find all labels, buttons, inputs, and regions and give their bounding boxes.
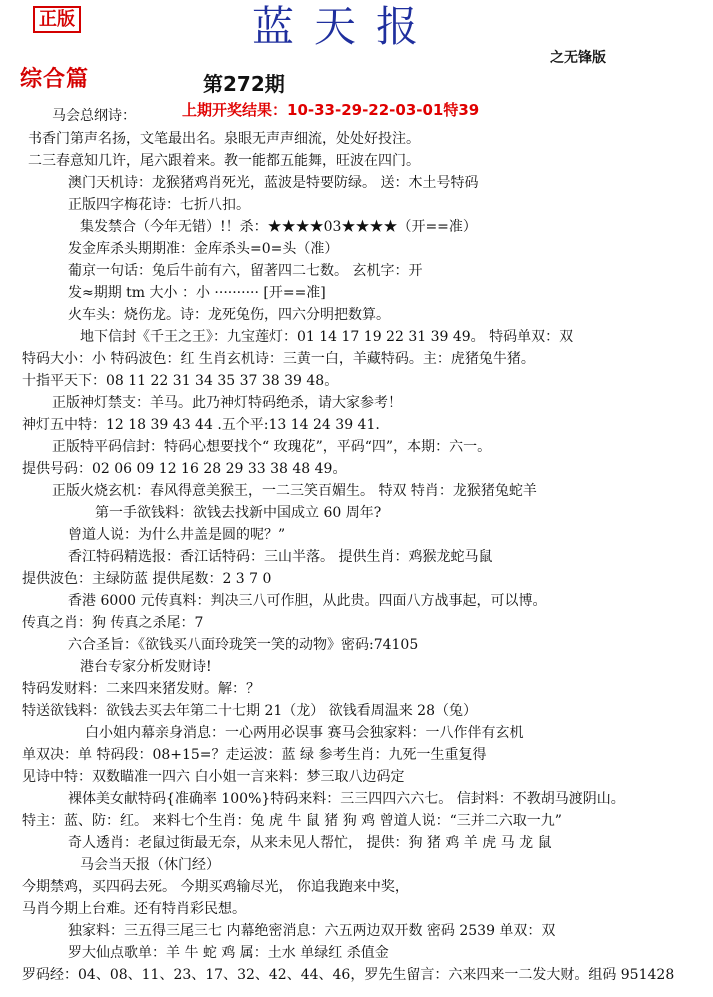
text-line: 裸体美女献特码{准确率 100%}特码来料：三三四四六六七。 信封料：不教胡马渡阴山。 <box>68 791 625 807</box>
text-line: 港台专家分析发财诗! <box>80 659 212 675</box>
text-line: 正版神灯禁支：羊马。此乃神灯特码绝杀，请大家参考！ <box>52 395 402 411</box>
text-line: 今期禁鸡，买四码去死。 今期买鸡输尽光， 你追我跑来中奖， <box>22 879 409 895</box>
text-line: 传真之肖：狗 传真之杀尾：7 <box>22 615 204 631</box>
issue-number: 第272期 <box>203 72 285 96</box>
text-line: 罗大仙点歌单：羊 牛 蛇 鸡 属：土水 单绿红 杀值金 <box>68 945 389 961</box>
edition-badge: 正版 <box>33 6 81 33</box>
text-line: 特码大小：小 特码波色：红 生肖玄机诗：三黄一白，羊藏特码。主：虎猪兔牛猪。 <box>22 351 535 367</box>
text-line: 罗码经：04、08、11、23、17、32、42、44、46，罗先生留言：六来四来一二发大财。组码 951428 <box>22 967 675 983</box>
text-line: 火车头：烧伤龙。诗：龙死兔伤，四六分明把数算。 <box>68 307 390 323</box>
text-line: 发≈期期 tm 大小 ：小 ·········· [开==准] <box>68 285 326 301</box>
text-line: 奇人透肖：老鼠过街最无奈，从来未见人帮忙， 提供：狗 猪 鸡 羊 虎 马 龙 鼠 <box>68 835 552 851</box>
text-line: 澳门天机诗：龙猴猪鸡肖死光，蓝波是特要防绿。 送：木土号特码 <box>68 175 479 191</box>
last-result: 上期开奖结果：10-33-29-22-03-01特39 <box>182 101 480 119</box>
text-line: 正版特平码信封：特码心想要找个“ 玫瑰花”，平码“四”，本期：六一。 <box>52 439 492 455</box>
text-line: 独家料：三五得三尾三七 内幕绝密消息：六五两边双开数 密码 2539 单双：双 <box>68 923 556 939</box>
sub-brand: 之无锋版 <box>550 50 606 66</box>
text-line: 神灯五中特：12 18 39 43 44 .五个平:13 14 24 39 41. <box>22 417 380 433</box>
text-line: 六合圣旨：《欲钱买八面玲珑笑一笑的动物》密码:74105 <box>68 637 419 653</box>
text-line: 提供号码：02 06 09 12 16 28 29 33 38 48 49。 <box>22 461 347 477</box>
text-line: 白小姐内幕亲身消息：一心两用必误事 赛马会独家料：一八作伴有玄机 <box>85 725 524 741</box>
text-line: 马会当天报（休门经） <box>80 857 220 873</box>
text-line: 地下信封《千王之王》：九宝莲灯：01 14 17 19 22 31 39 49。 特码单双：双 <box>80 329 574 345</box>
text-line: 集发禁合（今年无错）!！杀：★★★★03★★★★（开==准） <box>80 219 477 235</box>
text-line: 正版火烧玄机：春风得意美猴王，一二三笑百媚生。 特双 特肖：龙猴猪兔蛇羊 <box>52 483 537 499</box>
text-line: 曾道人说：为什么井盖是圆的呢？” <box>68 527 286 543</box>
text-line: 特码发财料：二来四来猪发财。解：？ <box>22 681 260 697</box>
text-line: 正版四字梅花诗：七折八扣。 <box>68 197 250 213</box>
text-line: 十指平天下：08 11 22 31 34 35 37 38 39 48。 <box>22 373 339 389</box>
text-line: 特主：蓝、防：红。 来料七个生肖：兔 虎 牛 鼠 猪 狗 鸡 曾道人说：“三并二六取一九” <box>22 813 562 829</box>
text-line: 二三春意知几许，尾六跟着来。教一能都五能舞，旺波在四门。 <box>28 153 420 169</box>
text-line: 马会总纲诗： <box>52 108 136 124</box>
text-line: 见诗中特：双数瞄准一四六 白小姐一言来料：梦三取八边码定 <box>22 769 405 785</box>
text-line: 香江特码精选报：香江话特码：三山半落。 提供生肖：鸡猴龙蛇马鼠 <box>68 549 493 565</box>
newspaper-title: 蓝天报 <box>251 2 438 51</box>
text-line: 发金库杀头期期准：金库杀头=0=头（准） <box>68 241 339 257</box>
text-line: 葡京一句话：兔后牛前有六，留著四二七数。 玄机字：开 <box>68 263 423 279</box>
text-line: 第一手欲钱料：欲钱去找新中国成立 60 周年? <box>95 505 382 521</box>
text-line: 提供波色：主绿防蓝 提供尾数：2 3 7 0 <box>22 571 272 587</box>
text-line: 香港 6000 元传真料：判决三八可作胆，从此贵。四面八方战事起，可以博。 <box>68 593 547 609</box>
text-line: 单双决：单 特码段：08+15=？走运波：蓝 绿 参考生肖：九死一生重复得 <box>22 747 487 763</box>
text-line: 马肖今期上台难。还有特肖彩民想。 <box>22 901 246 917</box>
text-line: 特送欲钱料：欲钱去买去年第二十七期 21（龙） 欲钱看周温来 28（兔） <box>22 703 477 719</box>
section-title: 综合篇 <box>20 66 90 92</box>
text-line: 书香门第声名扬，文笔最出名。泉眼无声声细流，处处好投注。 <box>28 131 420 147</box>
